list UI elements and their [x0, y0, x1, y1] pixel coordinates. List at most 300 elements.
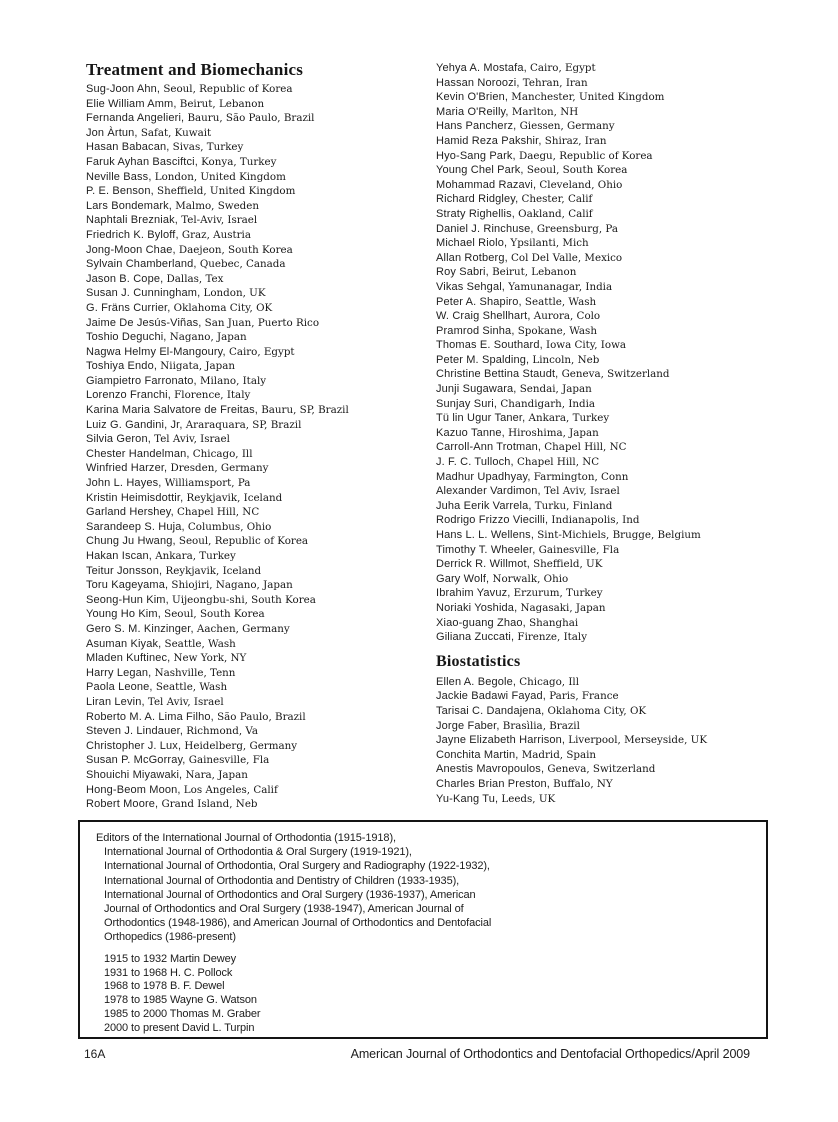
reviewer-name: Winfried Harzer,	[86, 462, 171, 475]
reviewer-name: Allan Rotberg,	[436, 251, 512, 264]
reviewer-name: Liran Levin,	[86, 695, 148, 708]
reviewer-name: Neville Bass,	[86, 170, 155, 183]
reviewer-location: Sheffield, United Kingdom	[157, 185, 296, 198]
reviewer-name: Silvia Geron,	[86, 433, 155, 446]
reviewer-location: Bauru, São Paulo, Brazil	[187, 112, 315, 125]
reviewer-entry	[436, 265, 816, 280]
reviewer-entry	[86, 243, 434, 258]
reviewer-location: Ankara, Turkey	[528, 412, 610, 425]
reviewer-location: Seoul, Republic of Korea	[178, 535, 309, 548]
reviewer-name: Teitur Jonsson,	[86, 564, 166, 577]
reviewer-name: Hasan Babacan,	[86, 141, 173, 154]
reviewer-name: Carroll-Ann Trotman,	[436, 441, 545, 454]
reviewer-location: Leeds, UK	[501, 792, 556, 805]
journal-history-line: Orthopedics (1986-present)	[104, 931, 236, 944]
reviewer-entry	[86, 476, 434, 491]
reviewer-location: Shiraz, Iran	[544, 134, 607, 147]
reviewer-entry	[436, 397, 816, 412]
reviewer-entry	[86, 228, 434, 243]
reviewer-location: Araraquara, SP, Brazil	[185, 418, 302, 431]
reviewer-name: Thomas E. Southard,	[436, 339, 546, 352]
section-heading-biostatistics: Biostatistics	[436, 652, 521, 670]
reviewer-location: Nagano, Japan	[169, 331, 247, 344]
reviewer-entry	[436, 61, 816, 76]
reviewer-entry	[86, 330, 434, 345]
reviewer-name: Christopher J. Lux,	[86, 739, 185, 752]
reviewer-entry	[436, 178, 816, 193]
reviewer-entry	[436, 280, 816, 295]
reviewer-entry	[86, 783, 434, 798]
reviewer-name: Steven J. Lindauer,	[86, 725, 187, 738]
reviewer-name: Hong-Beom Moon,	[86, 783, 184, 796]
reviewer-location: Aurora, Colo	[533, 310, 601, 323]
reviewer-location: Konya, Turkey	[201, 155, 277, 168]
reviewer-name: Susan J. Cunningham,	[86, 287, 204, 300]
reviewer-name: W. Craig Shellhart,	[436, 310, 534, 323]
reviewer-location: Heidelberg, Germany	[184, 739, 298, 752]
reviewer-location: Manchester, United Kingdom	[511, 91, 665, 104]
reviewer-entry	[436, 207, 816, 222]
reviewer-location: London, United Kingdom	[154, 170, 286, 183]
reviewer-location: Geneva, Switzerland	[547, 763, 656, 776]
reviewer-entry	[436, 192, 816, 207]
reviewer-entry	[436, 149, 816, 164]
journal-history-line: International Journal of Orthodontics and Oral Surgery (1936-1937), American	[104, 888, 476, 901]
journal-history-line: Orthodontics (1948-1986), and American Journal of Orthodontics and Dentofacial	[104, 917, 492, 930]
reviewer-location: Uijeongbu-shi, South Korea	[172, 593, 316, 606]
reviewer-name: Hans L. L. Wellens,	[436, 529, 538, 541]
reviewer-name: Kevin O'Brien,	[436, 91, 512, 104]
reviewer-name: Toru Kageyama,	[86, 579, 172, 592]
reviewer-name: Sug-Joon Ahn,	[86, 83, 164, 95]
reviewer-name: John L. Hayes,	[86, 477, 165, 490]
reviewer-entry	[86, 97, 434, 112]
reviewer-location: Gainesville, Fla	[188, 754, 270, 767]
reviewer-location: Chapel Hill, NC	[177, 506, 260, 519]
reviewer-name: Young Ho Kim,	[86, 608, 165, 621]
reviewer-entry	[436, 528, 816, 543]
reviewer-entry	[436, 426, 816, 441]
reviewer-location: Sint-Michiels, Brugge, Belgium	[537, 529, 701, 541]
reviewer-entry	[436, 163, 816, 178]
reviewer-name: Toshiya Endo,	[86, 360, 161, 373]
reviewer-location: Gainesville, Fla	[538, 543, 620, 556]
reviewer-name: Jason B. Cope,	[86, 272, 167, 285]
reviewer-name: Nagwa Helmy El-Mangoury,	[86, 345, 229, 358]
reviewer-location: Cairo, Egypt	[530, 62, 596, 74]
reviewer-entry	[436, 689, 816, 704]
reviewer-entry	[86, 388, 434, 403]
reviewer-column-right	[436, 61, 816, 806]
reviewer-list-biostatistics	[436, 675, 816, 806]
reviewer-name: Young Chel Park,	[436, 164, 527, 177]
reviewer-entry	[86, 593, 434, 608]
reviewer-entry	[436, 630, 816, 645]
reviewer-name: Gero S. M. Kinzinger,	[86, 622, 197, 635]
reviewer-name: Vikas Sehgal,	[436, 280, 509, 293]
reviewer-entry	[436, 440, 816, 455]
reviewer-name: Anestis Mavropoulos,	[436, 763, 548, 776]
reviewer-location: Oklahoma City, OK	[547, 704, 647, 717]
reviewer-name: Lars Bondemark,	[86, 199, 176, 212]
reviewer-entry	[436, 586, 816, 601]
reviewer-name: Yehya A. Mostafa,	[436, 62, 531, 74]
reviewer-name: Hakan Iscan,	[86, 550, 156, 562]
reviewer-location: Columbus, Ohio	[187, 520, 272, 533]
reviewer-entry	[436, 222, 816, 237]
reviewer-entry	[86, 432, 434, 447]
reviewer-location: Los Angeles, Calif	[183, 783, 278, 796]
reviewer-location: Beirut, Lebanon	[179, 97, 265, 110]
reviewer-name: Friedrich K. Byloff,	[86, 228, 182, 241]
reviewer-name: Susan P. McGorray,	[86, 754, 189, 767]
reviewer-location: Col Del Valle, Mexico	[511, 251, 623, 264]
reviewer-name: Alexander Vardimon,	[436, 485, 544, 498]
reviewer-entry	[436, 792, 816, 807]
reviewer-name: Robert Moore,	[86, 798, 162, 811]
reviewer-name: Lorenzo Franchi,	[86, 389, 175, 402]
reviewer-entry	[436, 324, 816, 339]
reviewer-entry	[86, 534, 434, 549]
reviewer-name: Kristin Heimisdottir,	[86, 491, 187, 504]
reviewer-location: Reykjavik, Iceland	[186, 491, 283, 504]
reviewer-name: Noriaki Yoshida,	[436, 601, 521, 614]
reviewer-location: Bauru, SP, Brazil	[261, 404, 349, 417]
editor-history-entry: 1915 to 1932 Martin Dewey	[104, 952, 237, 965]
reviewer-name: Michael Riolo,	[436, 237, 511, 250]
reviewer-entry	[436, 295, 816, 310]
page-number: 16A	[84, 1047, 106, 1061]
reviewer-entry	[436, 484, 816, 499]
reviewer-name: Harry Legan,	[86, 666, 155, 679]
reviewer-location: Tel Aviv, Israel	[154, 433, 230, 446]
reviewer-entry	[436, 236, 816, 251]
reviewer-entry	[436, 601, 816, 616]
reviewer-entry	[436, 543, 816, 558]
reviewer-location: Greensburg, Pa	[536, 222, 618, 235]
reviewer-name: Hyo-Sang Park,	[436, 149, 519, 162]
reviewer-entry	[436, 90, 816, 105]
reviewer-location: Liverpool, Merseyside, UK	[568, 734, 708, 747]
reviewer-entry	[86, 447, 434, 462]
reviewer-entry	[86, 578, 434, 593]
reviewer-location: Chapel Hill, NC	[516, 456, 600, 469]
reviewer-entry	[86, 505, 434, 520]
reviewer-location: Tel Aviv, Israel	[543, 485, 620, 498]
reviewer-name: Maria O'Reilly,	[436, 105, 512, 118]
reviewer-entry	[86, 301, 434, 316]
reviewer-location: Tel Aviv, Israel	[147, 695, 224, 708]
reviewer-location: Sendai, Japan	[519, 383, 592, 396]
reviewer-location: Florence, Italy	[174, 389, 251, 402]
reviewer-name: Chung Ju Hwang,	[86, 535, 179, 548]
reviewer-location: Chapel Hill, NC	[544, 441, 627, 454]
reviewer-location: Seoul, Republic of Korea	[163, 83, 293, 95]
reviewer-entry	[436, 455, 816, 470]
reviewer-entry	[86, 257, 434, 272]
reviewer-location: Firenze, Italy	[517, 631, 588, 644]
reviewer-location: Cleveland, Ohio	[539, 178, 623, 191]
reviewer-name: Pramrod Sinha,	[436, 324, 518, 337]
reviewer-name: Toshio Deguchi,	[86, 331, 170, 344]
reviewer-location: Chicago, Ill	[519, 675, 579, 688]
reviewer-name: Mladen Kuftinec,	[86, 652, 174, 665]
reviewer-name: Sarandeep S. Huja,	[86, 520, 188, 533]
editor-history-entry: 2000 to present David L. Turpin	[104, 1022, 255, 1035]
page-footer	[84, 1047, 750, 1061]
reviewer-entry	[436, 733, 816, 748]
editors-history-list	[96, 953, 752, 1036]
reviewer-entry	[86, 520, 434, 535]
reviewer-name: Yu-Kang Tu,	[436, 792, 502, 805]
reviewer-location: Nara, Japan	[185, 768, 248, 781]
reviewer-name: P. E. Benson,	[86, 185, 158, 198]
reviewer-location: Lincoln, Neb	[532, 353, 600, 366]
reviewer-name: Karina Maria Salvatore de Freitas,	[86, 404, 262, 417]
reviewer-name: Gary Wolf,	[436, 572, 493, 585]
reviewer-name: Jong-Moon Chae,	[86, 243, 179, 256]
reviewer-name: J. F. C. Tulloch,	[436, 456, 517, 469]
reviewer-location: Dallas, Tex	[166, 272, 224, 285]
reviewer-entry	[86, 359, 434, 374]
journal-footer-title: American Journal of Orthodontics and Dentofacial Orthopedics/April 2009	[350, 1047, 750, 1061]
reviewer-name: Shouichi Miyawaki,	[86, 768, 186, 781]
reviewer-name: Garland Hershey,	[86, 506, 177, 519]
reviewer-name: Junji Sugawara,	[436, 383, 520, 396]
reviewer-location: Quebec, Canada	[199, 258, 286, 271]
reviewer-entry	[86, 637, 434, 652]
reviewer-name: Tü lin Ugur Taner,	[436, 412, 529, 425]
reviewer-location: Nashville, Tenn	[154, 666, 236, 679]
reviewer-entry	[86, 651, 434, 666]
reviewer-entry	[436, 748, 816, 763]
reviewer-location: Iowa City, Iowa	[546, 339, 627, 352]
reviewer-location: Shiojiri, Nagano, Japan	[171, 579, 293, 592]
reviewer-location: Reykjavik, Iceland	[165, 564, 262, 577]
journal-history-box	[78, 820, 768, 1039]
reviewer-name: Roberto M. A. Lima Filho,	[86, 710, 218, 723]
reviewer-name: Jon Àrtun,	[86, 126, 141, 139]
reviewer-location: Yamunanagar, India	[508, 280, 613, 293]
reviewer-location: Oklahoma City, OK	[173, 301, 273, 314]
reviewer-location: Richmond, Va	[186, 725, 259, 738]
reviewer-location: Chandigarh, India	[500, 397, 596, 410]
reviewer-entry	[86, 374, 434, 389]
reviewer-entry	[86, 286, 434, 301]
reviewer-location: Giessen, Germany	[519, 120, 615, 133]
reviewer-entry	[436, 411, 816, 426]
reviewer-location: Williamsport, Pa	[164, 477, 251, 490]
reviewer-name: Hassan Noroozi,	[436, 76, 523, 89]
editor-history-entry: 1978 to 1985 Wayne G. Watson	[104, 994, 257, 1007]
reviewer-location: Dresden, Germany	[170, 462, 269, 475]
reviewer-location: Tel-Aviv, Israel	[181, 214, 258, 227]
reviewer-entry	[436, 513, 816, 528]
reviewer-name: Peter M. Spalding,	[436, 353, 533, 366]
reviewer-location: Indianapolis, Ind	[551, 514, 640, 527]
reviewer-entry	[86, 345, 434, 360]
reviewer-name: Timothy T. Wheeler,	[436, 543, 539, 556]
reviewer-location: Tehran, Iran	[522, 76, 588, 89]
reviewer-entry	[86, 564, 434, 579]
reviewer-name: Xiao-guang Zhao,	[436, 616, 530, 629]
reviewer-location: Madrid, Spain	[521, 748, 597, 761]
reviewer-location: Shanghai	[529, 616, 579, 629]
reviewer-entry	[86, 680, 434, 695]
reviewer-entry	[86, 184, 434, 199]
reviewer-name: Daniel J. Rinchuse,	[436, 222, 537, 235]
reviewer-entry	[86, 403, 434, 418]
reviewer-entry	[86, 82, 434, 97]
section-heading-treatment-and-biomechanics: Treatment and Biomechanics	[86, 60, 304, 79]
reviewer-name: Jaime De Jesús-Viñas,	[86, 316, 205, 329]
reviewer-entry	[86, 111, 434, 126]
reviewer-entry	[436, 251, 816, 266]
reviewer-entry	[86, 461, 434, 476]
reviewer-name: Seong-Hun Kim,	[86, 593, 173, 606]
reviewer-name: Sylvain Chamberland,	[86, 258, 200, 271]
reviewer-location: Nagasaki, Japan	[520, 601, 606, 614]
reviewer-entry	[436, 777, 816, 792]
reviewer-name: Rodrigo Frizzo Viecilli,	[436, 514, 552, 527]
reviewer-name: Elie William Amm,	[86, 97, 180, 110]
reviewer-entry	[436, 616, 816, 631]
reviewer-entry	[86, 666, 434, 681]
reviewer-name: Jackie Badawi Fayad,	[436, 690, 550, 703]
reviewer-name: Jorge Faber,	[436, 719, 503, 732]
reviewer-entry	[86, 213, 434, 228]
reviewer-location: Buffalo, NY	[553, 777, 613, 790]
reviewer-name: Hans Pancherz,	[436, 120, 520, 133]
reviewer-entry	[436, 470, 816, 485]
reviewer-location: Hiroshima, Japan	[508, 426, 599, 439]
reviewer-location: Turku, Finland	[534, 499, 613, 512]
reviewer-entry	[86, 155, 434, 170]
reviewer-name: Richard Ridgley,	[436, 193, 522, 206]
journal-history-line: Journal of Orthodontics and Oral Surgery (1938-1947), American Journal of	[104, 903, 464, 916]
reviewer-location: Niigata, Japan	[160, 360, 236, 373]
reviewer-name: Derrick R. Willmot,	[436, 558, 534, 571]
reviewer-entry	[86, 170, 434, 185]
reviewer-location: London, UK	[203, 287, 266, 300]
reviewer-location: Marlton, NH	[511, 105, 579, 118]
reviewer-column-left	[86, 60, 434, 812]
reviewer-location: Oakland, Calif	[518, 207, 593, 220]
reviewer-location: Geneva, Switzerland	[561, 368, 670, 381]
reviewer-location: Seoul, South Korea	[164, 608, 265, 621]
reviewer-name: Peter A. Shapiro,	[436, 295, 525, 308]
editor-history-entry: 1968 to 1978 B. F. Dewel	[104, 980, 225, 993]
reviewer-name: Jayne Elizabeth Harrison,	[436, 734, 569, 747]
reviewer-location: Ypsilanti, Mich	[510, 237, 589, 250]
reviewer-entry	[86, 724, 434, 739]
editor-history-entry: 1931 to 1968 H. C. Pollock	[104, 966, 233, 979]
reviewer-entry	[436, 338, 816, 353]
reviewer-name: Hamid Reza Pakshir,	[436, 134, 545, 147]
reviewer-location: Seoul, South Korea	[526, 164, 628, 177]
reviewer-name: Kazuo Tanne,	[436, 426, 509, 439]
reviewer-location: Sheffield, UK	[533, 558, 603, 571]
journal-history-line: International Journal of Orthodontia & Oral Surgery (1919-1921),	[104, 846, 412, 859]
reviewer-location: Seattle, Wash	[524, 295, 597, 308]
reviewer-location: Daejeon, South Korea	[178, 243, 293, 256]
reviewer-entry	[436, 382, 816, 397]
reviewer-location: Chicago, Ill	[192, 447, 253, 460]
reviewer-name: Conchita Martin,	[436, 748, 522, 761]
reviewer-name: Mohammad Razavi,	[436, 178, 540, 191]
reviewer-entry	[86, 739, 434, 754]
reviewer-name: Straty Righellis,	[436, 207, 519, 220]
reviewer-name: Giliana Zuccati,	[436, 631, 518, 644]
reviewer-entry	[436, 134, 816, 149]
reviewer-name: Juha Eerik Varrela,	[436, 499, 535, 512]
reviewer-location: Erzurum, Turkey	[513, 587, 603, 600]
reviewer-location: Brasìlia, Brazil	[502, 719, 580, 732]
journal-history-paragraph	[96, 831, 752, 945]
reviewer-name: Asuman Kiyak,	[86, 637, 165, 650]
reviewer-location: Farmington, Conn	[533, 470, 629, 483]
reviewer-location: Beirut, Lebanon	[492, 266, 577, 279]
reviewer-entry	[86, 272, 434, 287]
reviewer-location: Grand Island, Neb	[161, 798, 258, 811]
reviewer-entry	[86, 140, 434, 155]
reviewer-entry	[86, 316, 434, 331]
reviewer-name: G. Fräns Currier,	[86, 301, 174, 314]
reviewer-name: Christine Bettina Staudt,	[436, 368, 562, 381]
reviewer-entry	[86, 199, 434, 214]
reviewer-name: Tarisai C. Dandajena,	[436, 704, 548, 717]
reviewer-name: Ellen A. Begole,	[436, 675, 520, 688]
editor-history-entry: 1985 to 2000 Thomas M. Graber	[104, 1008, 261, 1021]
reviewer-location: Spokane, Wash	[517, 324, 597, 337]
reviewer-entry	[86, 695, 434, 710]
reviewer-entry	[86, 607, 434, 622]
reviewer-entry	[436, 119, 816, 134]
reviewer-entry	[86, 549, 434, 564]
reviewer-location: São Paulo, Brazil	[217, 710, 306, 723]
reviewer-location: Norwalk, Ohio	[492, 572, 569, 585]
reviewer-entry	[436, 557, 816, 572]
reviewer-location: Paris, France	[549, 690, 619, 703]
reviewer-list-treatment-col2	[436, 61, 816, 645]
reviewer-name: Sunjay Suri,	[436, 397, 501, 410]
reviewer-entry	[436, 76, 816, 91]
reviewer-location: Aachen, Germany	[196, 622, 290, 635]
reviewer-entry	[86, 710, 434, 725]
reviewer-location: Seattle, Wash	[155, 681, 228, 694]
reviewer-location: New York, NY	[173, 652, 247, 665]
reviewer-entry	[436, 704, 816, 719]
reviewer-name: Charles Brian Preston,	[436, 777, 554, 790]
reviewer-location: Sivas, Turkey	[172, 141, 244, 154]
reviewer-name: Chester Handelman,	[86, 447, 193, 460]
journal-history-line: International Journal of Orthodontia and Dentistry of Children (1933-1935),	[104, 874, 460, 887]
reviewer-location: Daegu, Republic of Korea	[518, 149, 653, 162]
reviewer-location: Cairo, Egypt	[228, 345, 295, 358]
reviewer-location: Graz, Austria	[181, 228, 251, 241]
reviewer-location: Milano, Italy	[199, 374, 267, 387]
reviewer-entry	[86, 622, 434, 637]
reviewer-list-treatment-col1	[86, 82, 434, 812]
reviewer-location: Malmo, Sweden	[175, 199, 259, 212]
reviewer-entry	[86, 797, 434, 812]
reviewer-name: Naphtali Brezniak,	[86, 214, 182, 227]
reviewer-name: Giampietro Farronato,	[86, 374, 200, 387]
reviewer-name: Ibrahim Yavuz,	[436, 587, 514, 600]
reviewer-entry	[86, 753, 434, 768]
reviewer-name: Madhur Upadhyay,	[436, 470, 534, 483]
reviewer-location: Seattle, Wash	[164, 637, 236, 650]
